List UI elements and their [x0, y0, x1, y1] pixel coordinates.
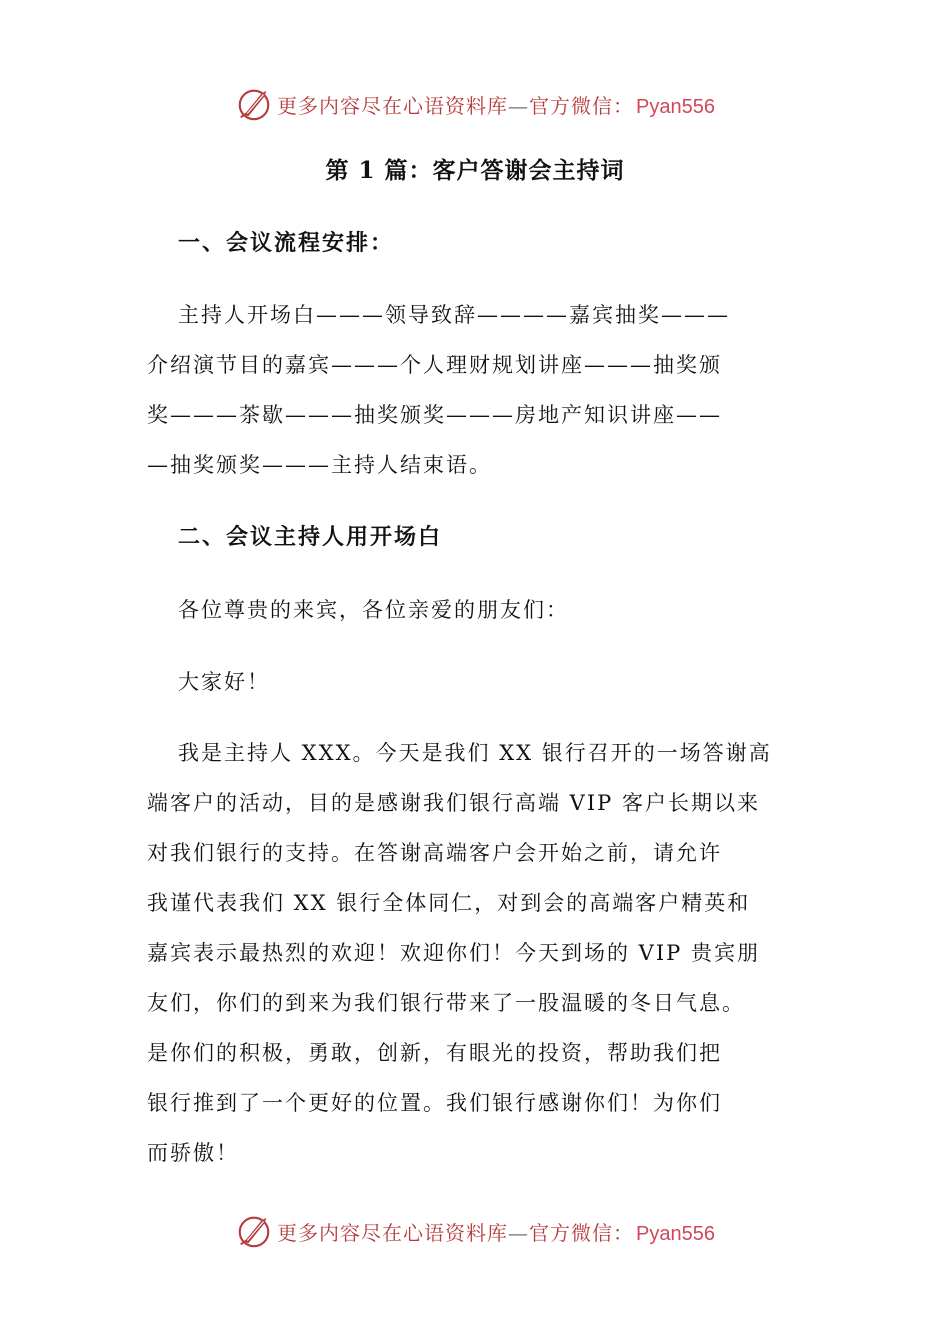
paragraph-line: 我谨代表我们 XX 银行全体同仁，对到会的高端客户精英和 — [147, 891, 751, 915]
paragraph-line: 主持人开场白———领导致辞————嘉宾抽奖——— — [178, 303, 730, 327]
greeting-paragraph — [147, 585, 812, 635]
wechat-handle: Pyan556 — [636, 1222, 715, 1245]
paragraph-line: 奖———茶歇———抽奖颁奖———房地产知识讲座—— — [147, 403, 722, 427]
wechat-handle: Pyan556 — [636, 95, 715, 118]
greeting-line: 各位尊贵的来宾，各位亲爱的朋友们： — [178, 598, 569, 622]
banner-text: 更多内容尽在心语资料库—官方微信： Pyan556 — [277, 93, 715, 118]
paragraph-line: 友们，你们的到来为我们银行带来了一股温暖的冬日气息。 — [147, 991, 745, 1015]
paragraph-line: 对我们银行的支持。在答谢高端客户会开始之前，请允许 — [147, 841, 722, 865]
document-title: 第 1 篇：客户答谢会主持词 — [325, 157, 625, 184]
hello-line: 大家好！ — [178, 670, 270, 694]
paragraph-line: 介绍演节目的嘉宾———个人理财规划讲座———抽奖颁 — [147, 353, 722, 377]
banner-text: 更多内容尽在心语资料库—官方微信： Pyan556 — [277, 1220, 715, 1245]
section-heading-1: 一、会议流程安排： — [178, 230, 395, 256]
quill-pen-logo-icon — [235, 1212, 273, 1250]
section-heading-2: 二、会议主持人用开场白 — [178, 524, 443, 550]
section-2-paragraph — [147, 728, 812, 1178]
section-1-paragraph — [147, 290, 812, 490]
paragraph-line: —抽奖颁奖———主持人结束语。 — [147, 453, 492, 477]
quill-pen-logo-icon — [235, 85, 273, 123]
paragraph-line: 端客户的活动，目的是感谢我们银行高端 VIP 客户长期以来 — [147, 791, 760, 815]
paragraph-line: 而骄傲！ — [147, 1141, 239, 1165]
header-banner — [0, 82, 950, 126]
paragraph-line: 是你们的积极，勇敢，创新，有眼光的投资，帮助我们把 — [147, 1041, 722, 1065]
paragraph-line: 我是主持人 XXX。今天是我们 XX 银行召开的一场答谢高 — [178, 741, 772, 765]
paragraph-line: 银行推到了一个更好的位置。我们银行感谢你们！为你们 — [147, 1091, 722, 1115]
footer-banner — [0, 1209, 950, 1253]
hello-paragraph — [147, 657, 812, 707]
paragraph-line: 嘉宾表示最热烈的欢迎！欢迎你们！今天到场的 VIP 贵宾朋 — [147, 941, 760, 965]
